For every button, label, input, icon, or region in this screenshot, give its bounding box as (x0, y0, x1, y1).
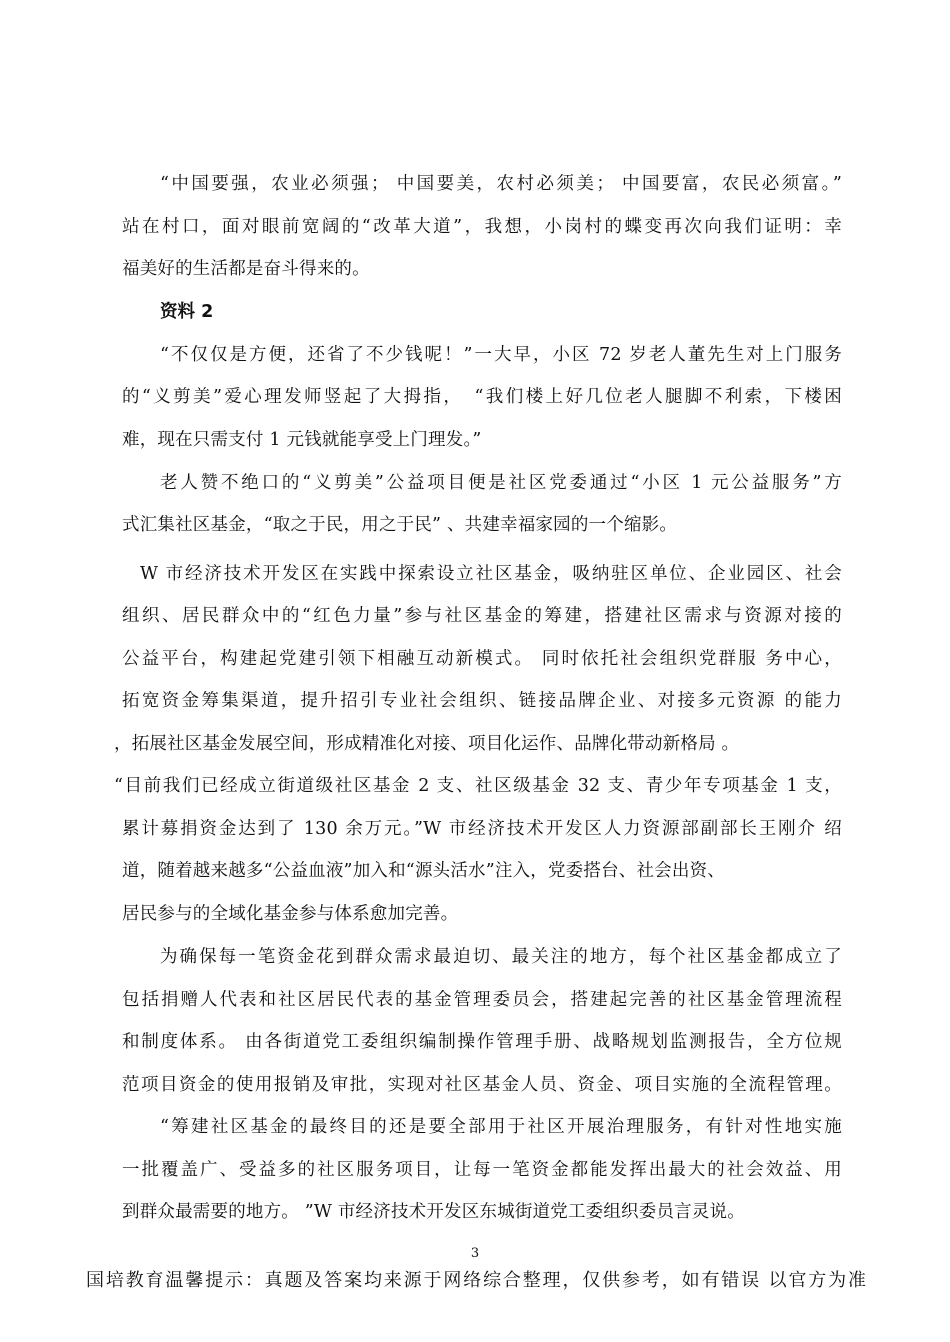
text-line: ，拓展社区基金发展空间，形成精准化对接、项目化运作、品牌化带动新格局 。 (114, 734, 740, 754)
text-line: 公益平台，构建起党建引领下相融互动新模式。 同时依托社会组织党群服 务中心， (122, 649, 842, 669)
text-line: 到群众最需要的地方。 ”W 市经济技术开发区东城街道党工委组织委员言灵说。 (122, 1202, 745, 1222)
text-line: 和制度体系。 由各街道党工委组织编制操作管理手册、战略规划监测报告，全方位规 (122, 1032, 842, 1052)
footer-note: 国培教育温馨提示：真题及答案均来源于网络综合整理，仅供参考，如有错误 以官方为准 (86, 1270, 866, 1291)
text-line: 为确保每一笔资金花到群众需求最迫切、最关注的地方，每个社区基金都成立了 (160, 947, 842, 967)
text-line: 拓宽资金筹集渠道，提升招引专业社会组织、链接品牌企业、对接多元资源 的能力 (122, 691, 842, 711)
text-line: 范项目资金的使用报销及审批，实现对社区基金人员、资金、项目实施的全流程管理。 (122, 1075, 842, 1095)
text-line: 难，现在只需支付 1 元钱就能享受上门理发。” (122, 430, 482, 450)
text-line: 式汇集社区基金，“取之于民，用之于民” 、共建幸福家园的一个缩影。 (122, 515, 678, 535)
text-line: 老人赞不绝口的“义剪美”公益项目便是社区党委通过“小区 1 元公益服务”方 (160, 473, 842, 493)
text-line: 组织、居民群众中的“红色力量”参与社区基金的筹建，搭建社区需求与资源对接的 (122, 606, 842, 626)
text-line: 的“义剪美”爱心理发师竖起了大拇指， “我们楼上好几位老人腿脚不利索，下楼困 (122, 387, 842, 407)
text-line: 居民参与的全域化基金参与体系愈加完善。 (122, 904, 459, 924)
text-line: “中国要强，农业必须强； 中国要美，农村必须美； 中国要富，农民必须富。” (160, 174, 842, 194)
text-line: 包括捐赠人代表和社区居民代表的基金管理委员会，搭建起完善的社区基金管理流程 (122, 990, 842, 1010)
text-line: “目前我们已经成立街道级社区基金 2 支、社区级基金 32 支、青少年专项基金 1 支， (114, 776, 842, 796)
text-line: 道，随着越来越多“公益血液”加入和“源头活水”注入，党委搭台、社会出资、 (122, 861, 725, 881)
text-line: W 市经济技术开发区在实践中探索设立社区基金，吸纳驻区单位、企业园区、社会 (140, 564, 842, 584)
page-number: 3 (470, 1246, 480, 1261)
text-line: “筹建社区基金的最终目的还是要全部用于社区开展治理服务，有针对性地实施 (160, 1117, 842, 1137)
text-line: 福美好的生活都是奋斗得来的。 (122, 259, 370, 279)
text-line: “不仅仅是方便，还省了不少钱呢！”一大早，小区 72 岁老人董先生对上门服务 (160, 345, 842, 365)
text-line: 站在村口，面对眼前宽阔的“改革大道”，我想，小岗村的蝶变再次向我们证明：幸 (122, 217, 842, 237)
text-line: 一批覆盖广、受益多的社区服务项目，让每一笔资金都能发挥出最大的社会效益、用 (122, 1160, 842, 1180)
section-heading: 资料 2 (160, 302, 214, 322)
text-line: 累计募捐资金达到了 130 余万元。”W 市经济技术开发区人力资源部副部长王刚介 绍 (122, 819, 842, 839)
